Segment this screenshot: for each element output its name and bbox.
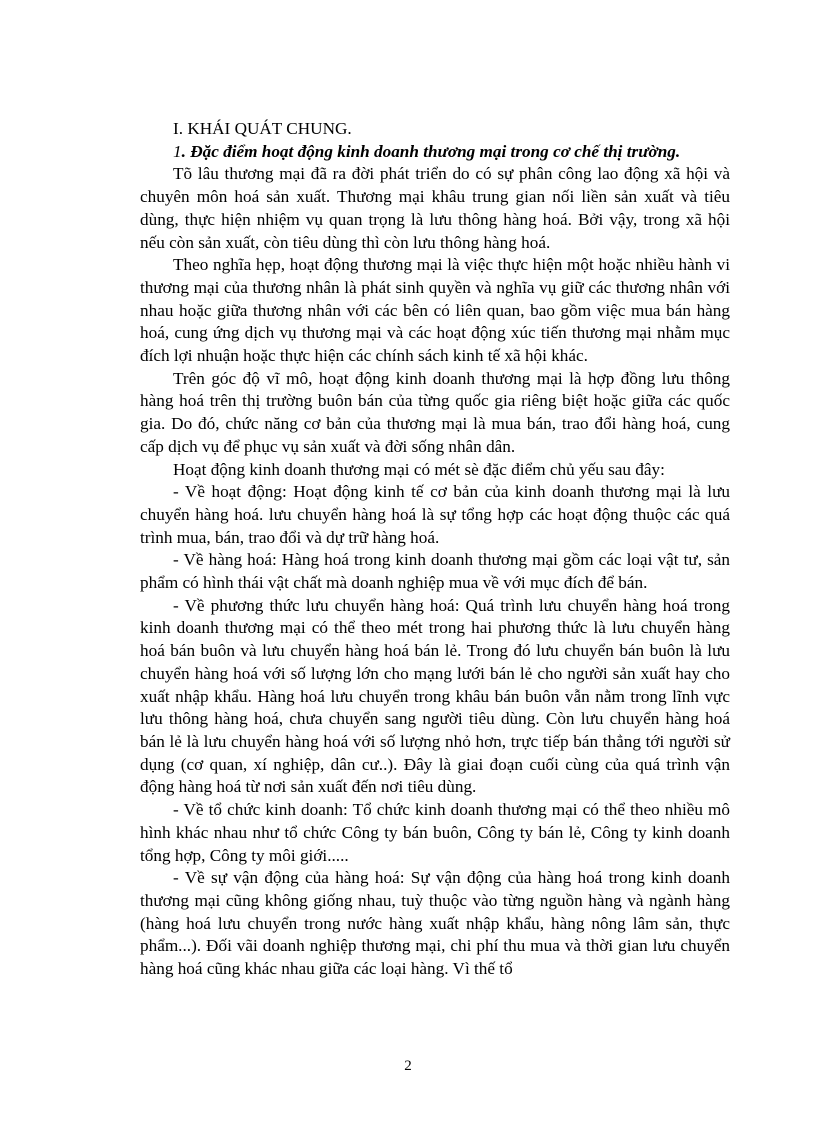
paragraph: - Về hoạt động: Hoạt động kinh tế cơ bản của kinh doanh thương mại là lưu chuyển hàng hoá. lưu chuyển hàng hoá là sự tổng hợp các hoạt động thuộc các quá trình mua, bán, trao đổi và dự trữ hàng hoá. (140, 482, 730, 547)
page-number: 2 (404, 1058, 412, 1074)
paragraph: Hoạt động kinh doanh thương mại có mét sè đặc điểm chủ yếu sau đây: (173, 459, 665, 479)
page-content (140, 118, 730, 981)
paragraph: - Về phương thức lưu chuyển hàng hoá: Quá trình lưu chuyển hàng hoá trong kinh doanh thương mại có thể theo mét trong hai phương thức là lưu chuyển hàng hoá bán buôn và lưu chuyển hàng hoá bán lẻ. Trong đó lưu chuyển bán buôn là lưu chuyển hàng hoá với số lượng lớn cho mạng lưới bán lẻ cho người sản xuất hay cho xuất nhập khẩu. Hàng hoá lưu chuyển trong khâu bán buôn vẫn nằm trong lĩnh vực lưu thông hàng hoá, chưa chuyển sang người tiêu dùng. Còn lưu chuyển hàng hoá bán lẻ là lưu chuyển hàng hoá với số lượng nhỏ hơn, trực tiếp bán thẳng tới người sử dụng (cơ quan, xí nghiệp, dân cư..). Đây là giai đoạn cuối cùng của quá trình vận động hàng hoá từ nơi sản xuất đến nơi tiêu dùng. (140, 595, 730, 797)
paragraph: Trên góc độ vĩ mô, hoạt động kinh doanh thương mại là hợp đồng lưu thông hàng hoá trên thị trường buôn bán của từng quốc gia riêng biệt hoặc giữa các quốc gia. Do đó, chức năng cơ bản của thương mại là mua bán, trao đổi hàng hoá, cung cấp dịch vụ để phục vụ sản xuất và đời sống nhân dân. (140, 368, 730, 456)
paragraph: - Về hàng hoá: Hàng hoá trong kinh doanh thương mại gồm các loại vật tư, sản phẩm có hình thái vật chất mà doanh nghiệp mua về với mục đích để bán. (140, 550, 730, 593)
paragraph: Theo nghĩa hẹp, hoạt động thương mại là việc thực hiện một hoặc nhiều hành vi thương mại của thương nhân là phát sinh quyền và nghĩa vụ giữ các thương nhân với nhau hoặc giữa thương nhân với các bên có liên quan, bao gồm việc mua bán hàng hoá, cung ứng dịch vụ thương mại và các hoạt động xúc tiến thương mại nhằm mục đích lợi nhuận hoặc thực hiện các chính sách kinh tế xã hội khác. (140, 255, 730, 366)
subsection-number: 1 (173, 141, 182, 161)
subsection-heading (140, 141, 730, 164)
paragraph: Tõ lâu thương mại đã ra đời phát triển do có sự phân công lao động xã hội và chuyên môn hoá sản xuất. Thương mại khâu trung gian nối liền sản xuất và tiêu dùng, thực hiện nhiệm vụ quan trọng là lưu thông hàng hoá. Bởi vậy, trong xã hội nếu còn sản xuất, còn tiêu dùng thì còn lưu thông hàng hoá. (140, 164, 730, 252)
paragraph: - Về sự vận động của hàng hoá: Sự vận động của hàng hoá trong kinh doanh thương mại cũng không giống nhau, tuỳ thuộc vào từng nguồn hàng và ngành hàng (hàng hoá lưu chuyển trong nước hàng xuất nhập khẩu, hàng nông lâm sản, thực phẩm...). Đối vãi doanh nghiệp thương mại, chi phí thu mua và thời gian lưu chuyển hàng hoá cũng khác nhau giữa các loại hàng. Vì thế tổ (140, 868, 730, 979)
subsection-title: . Đặc điểm hoạt động kinh doanh thương mại trong cơ chế thị trường. (181, 141, 681, 161)
section-heading: I. KHÁI QUÁT CHUNG. (173, 119, 352, 138)
paragraph: - Về tổ chức kinh doanh: Tổ chức kinh doanh thương mại có thể theo nhiều mô hình khác nhau như tổ chức Công ty bán buôn, Công ty bán lẻ, Công ty kinh doanh tổng hợp, Công ty môi giới..... (140, 800, 730, 865)
